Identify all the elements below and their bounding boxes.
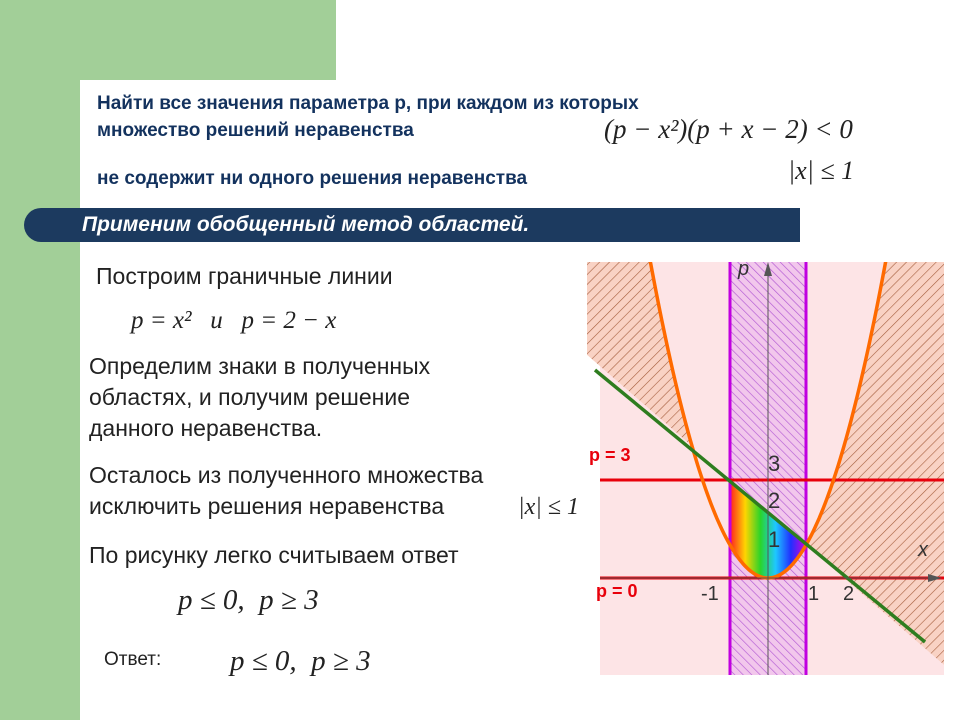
axis-p-label: p	[738, 258, 750, 280]
tick-x-1: 1	[808, 583, 820, 605]
boundary-title: Построим граничные линии	[96, 263, 393, 289]
answer-label: Ответ:	[104, 649, 162, 670]
read-answer-line: По рисунку легко считываем ответ	[89, 542, 459, 568]
task-inequality-2: |x| ≤ 1	[788, 156, 855, 185]
answer-value: p ≤ 0, p ≥ 3	[230, 645, 371, 677]
exclude-line-2: исключить решения неравенства	[89, 493, 445, 519]
tick-p2: 2	[768, 488, 781, 513]
tick-p3: 3	[768, 451, 781, 476]
tick-p1: 1	[768, 527, 781, 552]
signs-line-2: областях, и получим решение	[89, 384, 411, 410]
signs-line-3: данного неравенства.	[89, 415, 323, 441]
signs-line-1: Определим знаки в полученных	[89, 353, 431, 379]
axis-x-label: x	[918, 539, 928, 561]
exclude-formula: |x| ≤ 1	[518, 494, 580, 520]
tick-x-2: 2	[843, 583, 855, 605]
task-inequality-1: (p − x²)(p + x − 2) < 0	[604, 114, 853, 144]
boundary-formula: p = x² и p = 2 − x	[131, 307, 337, 334]
exclude-line-1: Осталось из полученного множества	[89, 462, 484, 488]
label-p0: p = 0	[596, 581, 638, 601]
method-banner-text: Применим обобщенный метод областей.	[82, 213, 530, 236]
label-p3: p = 3	[589, 445, 631, 465]
task-line-2: множество решений неравенства	[97, 120, 414, 141]
task-line-3: не содержит ни одного решения неравенства	[97, 168, 528, 189]
task-line-1: Найти все значения параметра р, при каждом из которых	[97, 93, 639, 114]
tick-x-minus-1: -1	[701, 583, 719, 605]
read-answer-formula: p ≤ 0, p ≥ 3	[178, 584, 319, 616]
